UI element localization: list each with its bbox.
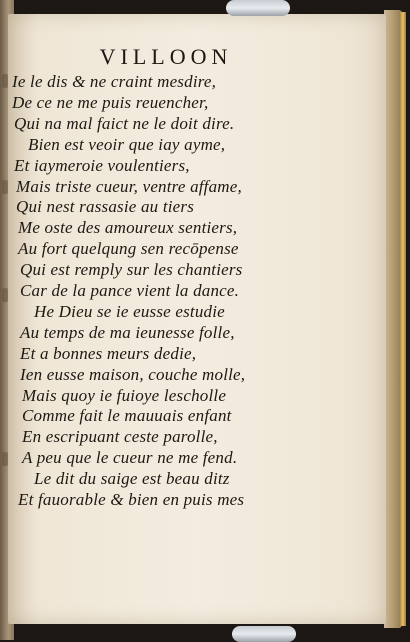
verse-line: Ien eusse maison, couche molle, xyxy=(20,364,246,384)
verse-line: Le dit du saige est beau ditz xyxy=(34,469,230,489)
margin-marks xyxy=(0,60,12,580)
verse-line: Mais triste cueur, ventre affame, xyxy=(16,176,242,196)
verse-line: Bien est veoir que iay ayme, xyxy=(28,134,226,154)
running-head: VILLOON xyxy=(99,44,233,69)
verse-line: Me oste des amoureux sentiers, xyxy=(18,218,238,238)
verse-line: Qui est remply sur les chantiers xyxy=(20,260,243,280)
verse-line: Comme fait le mauuais enfant xyxy=(22,406,232,426)
verse-line: A peu que le cueur ne me fend. xyxy=(22,448,238,468)
verse-line: Et fauorable & bien en puis mes xyxy=(18,490,245,509)
verse-line: He Dieu se ie eusse estudie xyxy=(34,301,225,321)
verse-line: De ce ne me puis reuencher, xyxy=(12,92,209,112)
verse-line: Mais quoy ie fuioye lescholle xyxy=(22,385,227,405)
margin-mark xyxy=(2,74,8,88)
top-clip xyxy=(226,0,290,16)
verse-line: Qui na mal faict ne le doit dire. xyxy=(14,113,235,133)
verse-line: Au fort quelqung sen recōpense xyxy=(18,239,239,259)
margin-mark xyxy=(2,180,8,194)
verse-line: Et a bonnes meurs dedie, xyxy=(20,343,197,363)
margin-mark xyxy=(2,288,8,302)
verse-line: Et iaymeroie voulentiers, xyxy=(14,155,190,175)
gilt-edge xyxy=(400,12,406,626)
verse-line: Au temps de ma ieunesse folle, xyxy=(20,322,235,342)
verse-line: Car de la pance vient la dance. xyxy=(20,281,240,300)
verse-line: Ie le dis & ne craint mesdire, xyxy=(12,72,217,91)
margin-mark xyxy=(2,452,8,466)
verse-line: En escripuant ceste parolle, xyxy=(22,427,218,447)
verse-line: Qui nest rassasie au tiers xyxy=(16,197,195,217)
